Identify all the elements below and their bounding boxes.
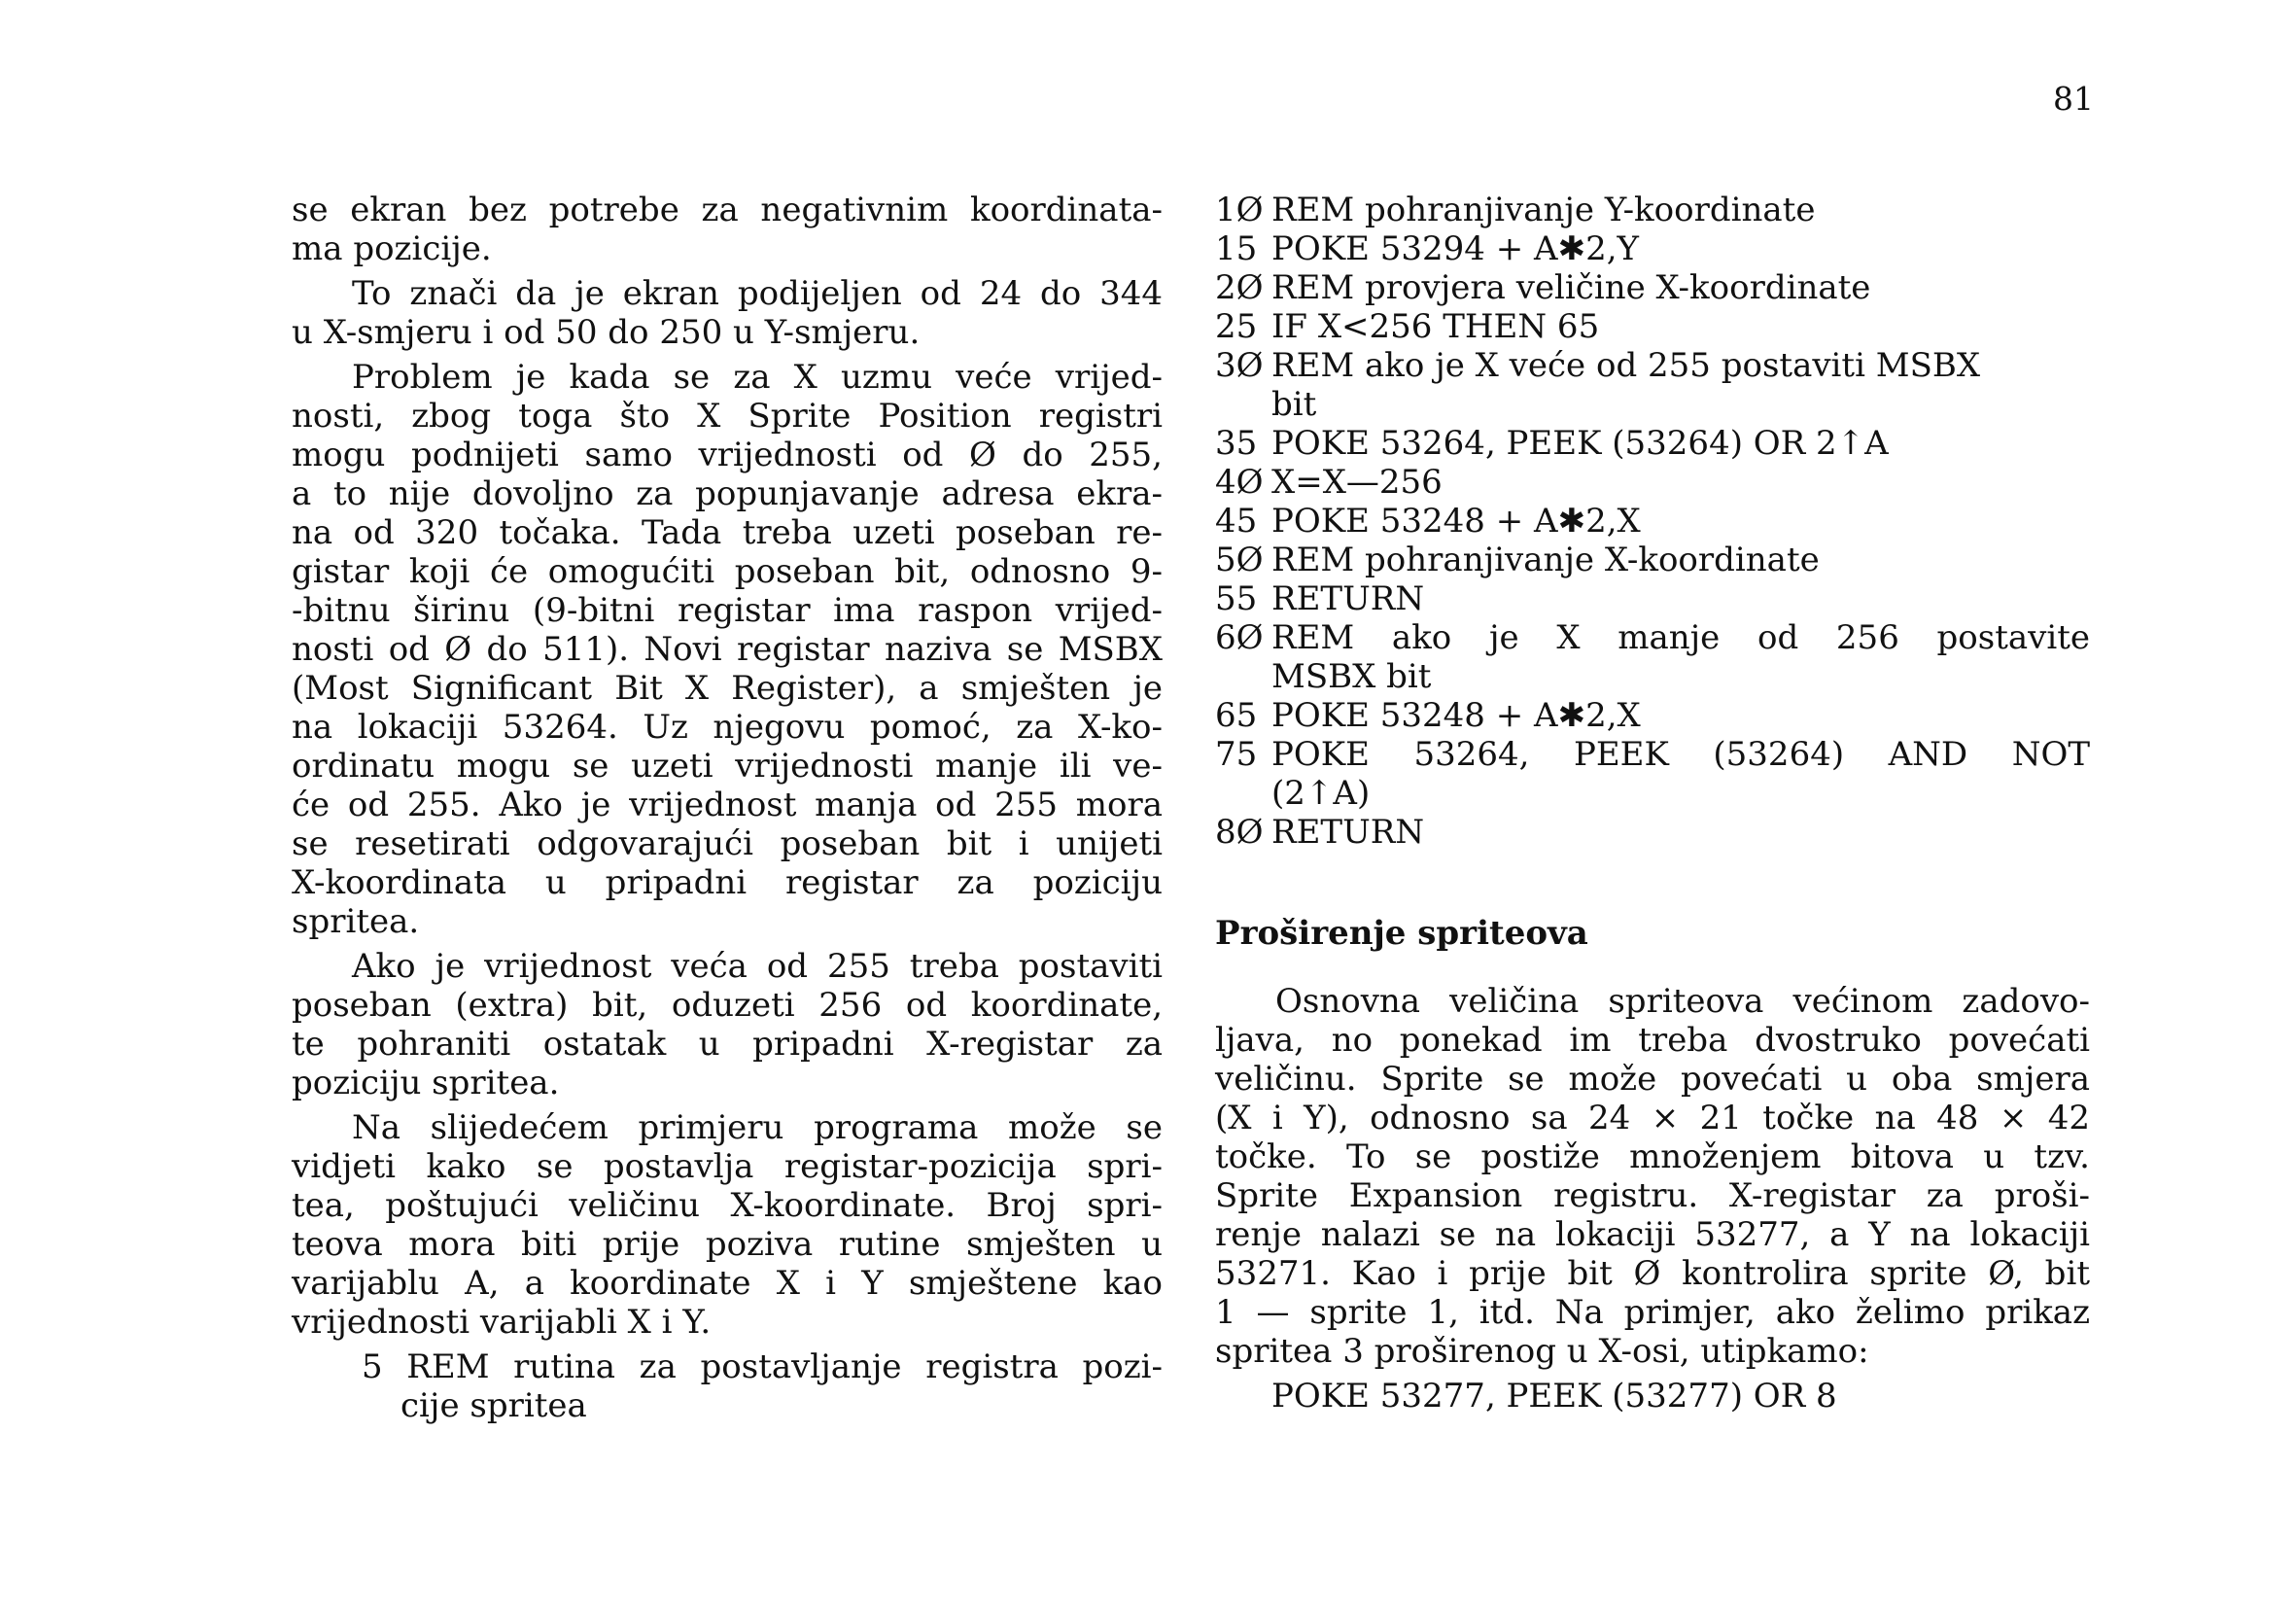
- code-line: [1215, 463, 2090, 502]
- text-line: gistar koji će omogućiti poseban bit, odnosno 9-: [292, 552, 1163, 591]
- paragraph-2: [292, 274, 1163, 352]
- text-line: cije spritea: [400, 1386, 587, 1425]
- code-text: POKE 53294 + A✱2,Y: [1271, 229, 1639, 268]
- text-line: vidjeti kako se postavlja registar-pozicija spri-: [292, 1147, 1163, 1186]
- code-text: REM pohranjivanje X-koordinate: [1271, 541, 1820, 579]
- code-line: [1215, 307, 2090, 346]
- paragraph-4: [292, 947, 1163, 1102]
- code-text: POKE 53248 + A✱2,X: [1271, 502, 1641, 541]
- code-line: [1215, 696, 2090, 735]
- code-line: [1215, 229, 2090, 268]
- text-line: nosti, zbog toga što X Sprite Position registri: [292, 397, 1163, 436]
- text-line: ljava, no ponekad im treba dvostruko povećati: [1215, 1021, 2090, 1060]
- code-line: [1215, 502, 2090, 541]
- code-text: POKE 53264, PEEK (53264) OR 2↑A: [1271, 424, 1889, 463]
- text-line: će od 255. Ako je vrijednost manja od 255 mora: [292, 786, 1163, 824]
- right-column: [1215, 191, 2090, 1416]
- code-text: X=X—256: [1271, 463, 1443, 502]
- line-number: 2Ø: [1215, 268, 1264, 307]
- text-line: 5 REM rutina za postavljanje registra pozi-: [362, 1347, 1163, 1386]
- text-line: na od 320 točaka. Tada treba uzeti poseban re-: [292, 513, 1163, 552]
- text-line: teova mora biti prije poziva rutine smješten u: [292, 1225, 1163, 1264]
- code-listing: [1215, 191, 2090, 852]
- text-line: varijablu A, a koordinate X i Y smještene kao: [292, 1264, 1163, 1303]
- code-text-line: REM ako je X manje od 256 postavite: [1271, 618, 2090, 657]
- code-text: [1271, 346, 2090, 424]
- line-number: 25: [1215, 307, 1258, 346]
- code-text: REM provjera veličine X-koordinate: [1271, 268, 1871, 307]
- text-line: (X i Y), odnosno sa 24 × 21 točke na 48 × 42: [1215, 1099, 2090, 1137]
- line-number: 4Ø: [1215, 463, 1264, 502]
- paragraph-expansion: [1215, 982, 2090, 1371]
- text-line: spritea.: [292, 902, 420, 941]
- text-line: X-koordinata u pripadni registar za poziciju: [292, 863, 1163, 902]
- text-line: Sprite Expansion registru. X-registar za proši-: [1215, 1176, 2090, 1215]
- code-line: [1215, 268, 2090, 307]
- text-line: se resetirati odgovarajući poseban bit i unijeti: [292, 824, 1163, 863]
- code-text: POKE 53248 + A✱2,X: [1271, 696, 1641, 735]
- text-line: 1 — sprite 1, itd. Na primjer, ako želimo prikaz: [1215, 1293, 2090, 1332]
- code-line: [1215, 618, 2090, 696]
- text-line: ordinatu mogu se uzeti vrijednosti manje ili ve-: [292, 747, 1163, 786]
- line-number: 3Ø: [1215, 346, 1264, 385]
- text-line: To znači da je ekran podijeljen od 24 do 344: [352, 274, 1163, 313]
- line-number: 1Ø: [1215, 191, 1264, 229]
- code-line: [1215, 813, 2090, 852]
- text-line: (Most Significant Bit X Register), a smješten je: [292, 669, 1163, 708]
- left-column: [292, 191, 1163, 1425]
- code-text: [1271, 618, 2090, 696]
- paragraph-5: [292, 1108, 1163, 1342]
- paragraph-1: [292, 191, 1163, 268]
- text-line: poziciju spritea.: [292, 1064, 560, 1102]
- text-line: nosti od Ø do 511). Novi registar naziva se MSBX: [292, 630, 1163, 669]
- code-text-line: POKE 53264, PEEK (53264) AND NOT: [1271, 735, 2090, 774]
- code-line: [1215, 579, 2090, 618]
- line-number: 45: [1215, 502, 1258, 541]
- code-text-line: bit: [1271, 385, 1317, 424]
- text-line: na lokaciji 53264. Uz njegovu pomoć, za X-ko-: [292, 708, 1163, 747]
- line-number: 8Ø: [1215, 813, 1264, 852]
- line-number: 55: [1215, 579, 1258, 618]
- text-line: mogu podnijeti samo vrijednosti od Ø do 255,: [292, 436, 1163, 474]
- text-line: a to nije dovoljno za popunjavanje adresa ekra-: [292, 474, 1163, 513]
- text-line: Osnovna veličina spriteova većinom zadovo-: [1275, 982, 2090, 1021]
- text-line: točke. To se postiže množenjem bitova u tzv.: [1215, 1137, 2090, 1176]
- text-line: tea, poštujući veličinu X-koordinate. Broj spri-: [292, 1186, 1163, 1225]
- code-line: [1215, 191, 2090, 229]
- line-number: 15: [1215, 229, 1258, 268]
- text-line: -bitnu širinu (9-bitni registar ima raspon vrijed-: [292, 591, 1163, 630]
- code-text-line: (2↑A): [1271, 774, 1371, 813]
- text-line: poseban (extra) bit, oduzeti 256 od koordinate,: [292, 986, 1163, 1025]
- poke-command: POKE 53277, PEEK (53277) OR 8: [1271, 1377, 1837, 1416]
- code-line: [1215, 735, 2090, 813]
- code-text: IF X<256 THEN 65: [1271, 307, 1600, 346]
- text-line: 53271. Kao i prije bit Ø kontrolira sprite Ø, bit: [1215, 1254, 2090, 1293]
- text-line: spritea 3 proširenog u X-osi, utipkamo:: [1215, 1332, 1869, 1371]
- text-line: te pohraniti ostatak u pripadni X-registar za: [292, 1025, 1163, 1064]
- code-text-line: REM ako je X veće od 255 postaviti MSBX: [1271, 346, 1981, 385]
- line-number: 35: [1215, 424, 1258, 463]
- code-text: REM pohranjivanje Y-koordinate: [1271, 191, 1816, 229]
- code-text-line: MSBX bit: [1271, 657, 1432, 696]
- text-line: Problem je kada se za X uzmu veće vrijed-: [352, 358, 1163, 397]
- line-number: 75: [1215, 735, 1258, 774]
- line-number: 5Ø: [1215, 541, 1264, 579]
- section-heading: Proširenje spriteova: [1215, 914, 1588, 953]
- page-number: 81: [2053, 80, 2094, 118]
- paragraph-3: [292, 358, 1163, 941]
- text-line: ma pozicije.: [292, 229, 492, 268]
- text-line: renje nalazi se na lokaciji 53277, a Y na lokaciji: [1215, 1215, 2090, 1254]
- code-text: [1271, 735, 2090, 813]
- text-line: veličinu. Sprite se može povećati u oba smjera: [1215, 1060, 2090, 1099]
- line-number: 65: [1215, 696, 1258, 735]
- text-line: vrijednosti varijabli X i Y.: [292, 1303, 712, 1342]
- text-line: Na slijedećem primjeru programa može se: [352, 1108, 1163, 1147]
- code-line: [1215, 346, 2090, 424]
- line-number: 6Ø: [1215, 618, 1264, 657]
- code-line: [1215, 424, 2090, 463]
- code-line: [1215, 541, 2090, 579]
- text-line: se ekran bez potrebe za negativnim koordinata-: [292, 191, 1163, 229]
- text-line: u X-smjeru i od 50 do 250 u Y-smjeru.: [292, 313, 921, 352]
- code-text: RETURN: [1271, 813, 1425, 852]
- text-line: Ako je vrijednost veća od 255 treba postaviti: [352, 947, 1163, 986]
- code-text: RETURN: [1271, 579, 1425, 618]
- code-line-5: [292, 1347, 1163, 1425]
